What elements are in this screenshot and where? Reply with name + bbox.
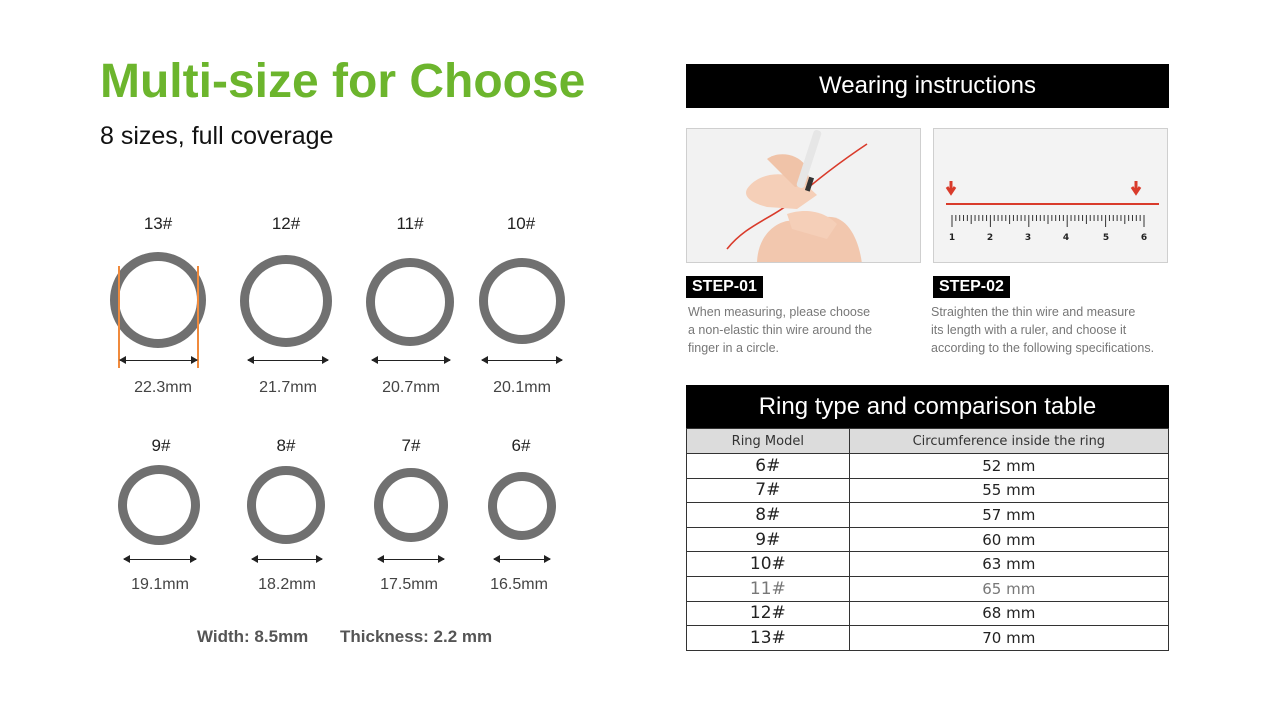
- circumference-cell: 65 mm: [849, 576, 1168, 601]
- circumference-cell: 57 mm: [849, 503, 1168, 528]
- step2-line: its length with a ruler, and choose it: [931, 323, 1127, 337]
- dimension-arrow: [120, 360, 197, 361]
- ring-size-label: 7#: [401, 436, 421, 455]
- step1-illustration: [686, 128, 921, 263]
- ring-11-graphic: [366, 258, 454, 346]
- thickness-spec: Thickness: 2.2 mm: [340, 627, 493, 646]
- ring-size-label: 9#: [151, 436, 171, 455]
- step2-tag: STEP-02: [933, 276, 1010, 298]
- ruler-number: 2: [986, 233, 994, 243]
- circumference-cell: 70 mm: [849, 626, 1168, 651]
- ring-size-label: 13#: [143, 214, 173, 233]
- step1-description: [688, 303, 928, 357]
- ring-diameter-label: 19.1mm: [131, 576, 189, 593]
- step2-line: according to the following specifications.: [931, 341, 1155, 355]
- ring-diameter-label: 20.1mm: [493, 379, 551, 396]
- step2-description: [931, 303, 1171, 357]
- ring-model-cell: 13#: [687, 626, 850, 651]
- ring-model-cell: 11#: [687, 576, 850, 601]
- ring-diameter-label: 21.7mm: [259, 379, 317, 396]
- dimension-arrow: [124, 559, 196, 560]
- measure-guide-line-left: [118, 266, 120, 368]
- width-spec: Width: 8.5mm: [197, 627, 309, 646]
- ring-model-cell: 10#: [687, 552, 850, 577]
- ring-model-cell: 12#: [687, 601, 850, 626]
- comparison-table-header: Ring type and comparison table: [686, 385, 1169, 428]
- step1-tag: STEP-01: [686, 276, 763, 298]
- ring-6-graphic: [488, 472, 556, 540]
- ring-model-cell: 6#: [687, 454, 850, 479]
- ring-8-graphic: [247, 466, 325, 544]
- ruler-number: 4: [1062, 233, 1070, 243]
- dimension-arrow: [482, 360, 562, 361]
- measure-guide-line-right: [197, 266, 199, 368]
- ruler-icon: [934, 129, 1168, 263]
- step1-line: When measuring, please choose: [688, 305, 871, 319]
- dimension-arrow: [248, 360, 328, 361]
- ring-comparison-table: [686, 428, 1169, 651]
- ring-7-graphic: [374, 468, 448, 542]
- column-header-circumference: Circumference inside the ring: [849, 429, 1168, 454]
- ring-diameter-label: 18.2mm: [258, 576, 316, 593]
- table-row: [687, 576, 1169, 601]
- table-row: [687, 527, 1169, 552]
- wearing-instructions-header: Wearing instructions: [686, 64, 1169, 108]
- table-row: [687, 503, 1169, 528]
- ring-12-graphic: [240, 255, 332, 347]
- dimension-arrow: [378, 559, 444, 560]
- ring-diameter-label: 22.3mm: [134, 379, 192, 396]
- step2-illustration: [933, 128, 1168, 263]
- ring-size-label: 10#: [506, 214, 536, 233]
- ring-diameter-label: 20.7mm: [382, 379, 440, 396]
- ring-13-graphic: [110, 252, 206, 348]
- step1-line: finger in a circle.: [688, 341, 780, 355]
- ruler-number: 5: [1102, 233, 1110, 243]
- ring-9-graphic: [118, 465, 200, 545]
- table-row: [687, 454, 1169, 479]
- page-title: Multi-size for Choose: [100, 55, 586, 108]
- step1-line: a non-elastic thin wire around the: [688, 323, 873, 337]
- ring-10-graphic: [479, 258, 565, 344]
- circumference-cell: 55 mm: [849, 478, 1168, 503]
- ring-model-cell: 7#: [687, 478, 850, 503]
- table-row: [687, 626, 1169, 651]
- dimension-arrow: [252, 559, 322, 560]
- column-header-ring-model: Ring Model: [687, 429, 850, 454]
- ring-diameter-label: 16.5mm: [490, 576, 548, 593]
- dimension-arrow: [494, 559, 550, 560]
- table-row: [687, 552, 1169, 577]
- ring-size-label: 6#: [511, 436, 531, 455]
- table-row: [687, 478, 1169, 503]
- circumference-cell: 52 mm: [849, 454, 1168, 479]
- ruler-number: 6: [1140, 233, 1148, 243]
- ruler-number: 1: [948, 233, 956, 243]
- table-row: [687, 601, 1169, 626]
- ruler-number: 3: [1024, 233, 1032, 243]
- step2-line: Straighten the thin wire and measure: [931, 305, 1136, 319]
- table-header-row: [687, 429, 1169, 454]
- ring-size-label: 12#: [271, 214, 301, 233]
- ring-diameter-label: 17.5mm: [380, 576, 438, 593]
- dimension-arrow: [372, 360, 450, 361]
- ring-size-label: 11#: [396, 214, 424, 233]
- page-subtitle: 8 sizes, full coverage: [100, 122, 334, 150]
- circumference-cell: 63 mm: [849, 552, 1168, 577]
- ring-model-cell: 8#: [687, 503, 850, 528]
- circumference-cell: 68 mm: [849, 601, 1168, 626]
- ring-size-label: 8#: [276, 436, 296, 455]
- ring-model-cell: 9#: [687, 527, 850, 552]
- circumference-cell: 60 mm: [849, 527, 1168, 552]
- finger-wire-icon: [687, 129, 921, 263]
